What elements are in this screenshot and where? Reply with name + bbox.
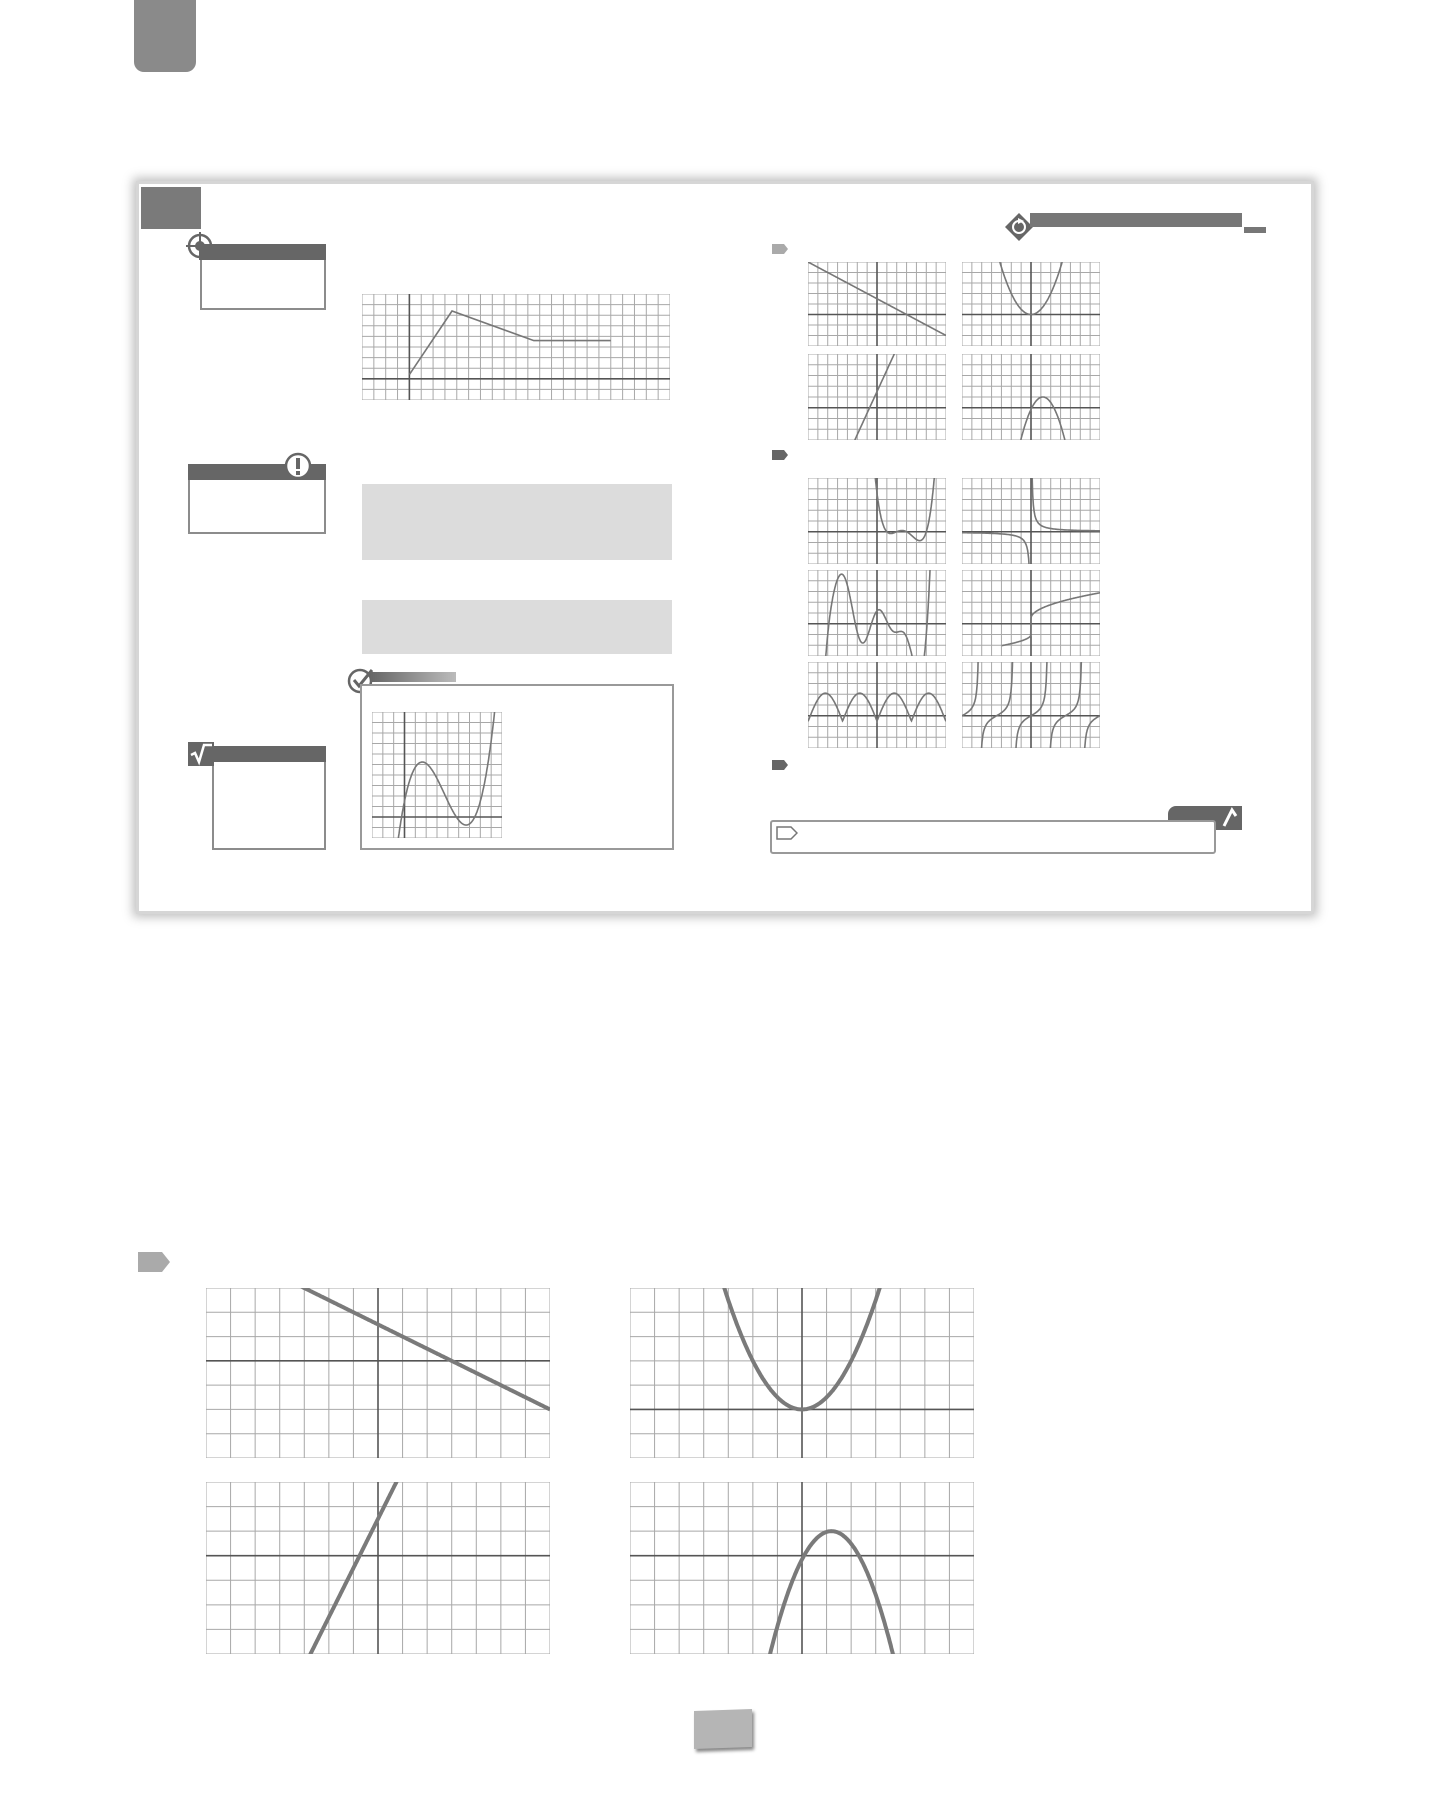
footer-arrow-icon	[776, 826, 798, 840]
header-strip	[1030, 213, 1242, 227]
small-graph-sqrt-pieces	[962, 570, 1100, 656]
piecewise-line	[409, 311, 610, 375]
graph-cubic-small	[372, 712, 502, 838]
arrow-tag-icon-large	[138, 1252, 170, 1272]
section-tag	[141, 187, 201, 229]
shaded-panel-1	[362, 484, 672, 560]
large-graph-linear-decreasing	[206, 1288, 550, 1458]
exclamation-icon	[284, 452, 312, 480]
square-root-icon	[188, 742, 214, 766]
large-graph-parabola-down	[630, 1482, 974, 1654]
small-graph-parabola-up	[962, 262, 1100, 346]
large-graph-parabola-up	[630, 1288, 974, 1458]
check-box	[360, 684, 674, 850]
large-graph-linear-increasing	[206, 1482, 550, 1654]
small-graph-quartic	[808, 478, 946, 564]
footer-bar	[770, 820, 1216, 854]
graph-piecewise	[362, 294, 670, 400]
small-graph-parabola-down	[962, 354, 1100, 440]
shaded-panel-2	[362, 600, 672, 654]
function-curve	[759, 1531, 904, 1654]
small-graph-wave	[808, 570, 946, 656]
formula-box	[212, 746, 326, 850]
small-graph-linear-increasing	[808, 354, 946, 440]
small-graph-tangent	[962, 662, 1100, 748]
small-graph-linear-decreasing	[808, 262, 946, 346]
small-graph-hyperbola	[962, 478, 1100, 564]
check-header-bar	[370, 672, 456, 682]
footer-tab-icon	[1218, 806, 1240, 830]
small-graph-abs-sine	[808, 662, 946, 748]
page-corner-tab	[134, 0, 196, 72]
header-strip-end	[1244, 227, 1266, 233]
page-number-tab	[694, 1709, 752, 1749]
objectives-box	[200, 244, 326, 310]
